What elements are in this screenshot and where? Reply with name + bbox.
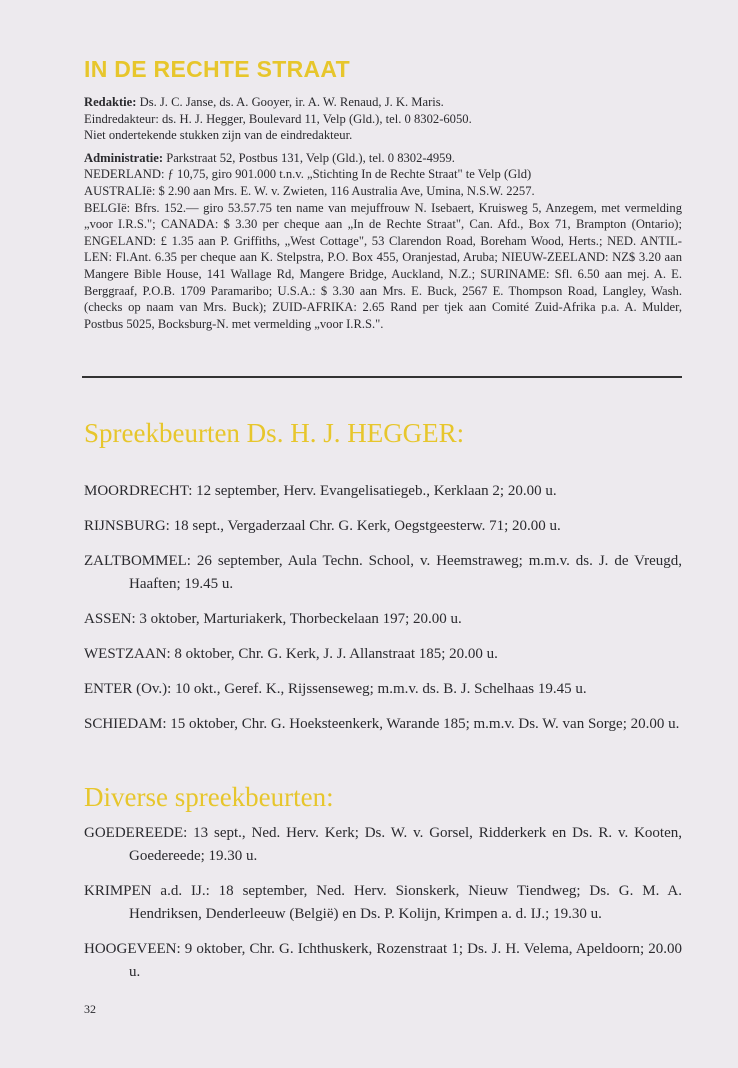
subscription-details: BELGIë: Bfrs. 152.— giro 53.57.75 ten name van mejuffrouw N. Isebaert, Kruisweg 5, Anzegem, met vermelding „voor I.R.S."; CANADA: $ 3.30 per cheque aan „In de Rechte Straat", Can. Afd., Box 71, Brampton (Ontario); ENGELAND: £ 1.35 aan P. Griffiths, „West Cottage", 53 Clarendon Road, Boreham Wood, Herts.; NED. ANTIL-LEN: Fl.Ant. 6.35 per cheque aan K. Stelpstra, P.O. Box 455, Oranjestad, Aruba; NIEUW-ZEELAND: NZ$ 3.20 aan Mangere Bible House, 141 Wallage Rd, Mangere Bridge, Auckland, N.Z.; SURINAME: Sfl. 6.50 aan mej. A. E. Berggraaf, P.O.B. 1709 Paramaribo; U.S.A.: $ 3.30 aan Mrs. E. Buck, 2567 E. Thompson Road, Langley, Wash. (checks op naam van Mrs. Buck); ZUID-AFRIKA: 2.65 Rand per tjek aan Comité Zuid-Afrika p.a. A. Mulder, Postbus 5025, Bocksburg-N. met vermelding „voor I.R.S.". [84, 200, 682, 331]
list-item: ZALTBOMMEL: 26 september, Aula Techn. School, v. Heemstraweg; m.m.v. ds. J. de Vreugd, Haaften; 19.45 u. [84, 553, 682, 592]
divider [82, 376, 682, 378]
list-item: ENTER (Ov.): 10 okt., Geref. K., Rijssenseweg; m.m.v. ds. B. J. Schelhaas 19.45 u. [84, 681, 587, 697]
list-item: HOOGEVEEN: 9 oktober, Chr. G. Ichthuskerk, Rozenstraat 1; Ds. J. H. Velema, Apeldoorn; 20.00 u. [84, 941, 682, 980]
admin-text: Parkstraat 52, Postbus 131, Velp (Gld.), tel. 0 8302-4959. [163, 150, 455, 165]
redaktie-text: Ds. J. C. Janse, ds. A. Gooyer, ir. A. W. Renaud, J. K. Maris. [136, 95, 444, 109]
eindredakteur: Eindredakteur: ds. H. J. Hegger, Boulevard 11, Velp (Gld.), tel. 0 8302-6050. [84, 111, 472, 126]
admin-label: Administratie: [84, 150, 164, 165]
list-item: MOORDRECHT: 12 september, Herv. Evangelisatiegeb., Kerklaan 2; 20.00 u. [84, 483, 557, 499]
list-item: SCHIEDAM: 15 oktober, Chr. G. Hoeksteenkerk, Warande 185; m.m.v. Ds. W. van Sorge; 20.00 u. [84, 716, 680, 732]
masthead [84, 94, 682, 338]
section-heading-diverse: Diverse spreekbeurten: [84, 782, 334, 812]
page-number: 32 [84, 1002, 96, 1016]
list-item: RIJNSBURG: 18 sept., Vergaderzaal Chr. G. Kerk, Oegstgeesterw. 71; 20.00 u. [84, 518, 561, 534]
diverse-list [84, 822, 682, 996]
section-heading-hegger: Spreekbeurten Ds. H. J. HEGGER: [84, 418, 465, 448]
redaktie-label: Redaktie: [84, 95, 137, 109]
list-item: KRIMPEN a.d. IJ.: 18 september, Ned. Herv. Sionskerk, Nieuw Tiendweg; Ds. G. M. A. Hendriksen, Denderleeuw (België) en Ds. P. Kolijn, Krimpen a. d. IJ.; 19.30 u. [84, 883, 682, 922]
hegger-list [84, 480, 682, 748]
list-item: WESTZAAN: 8 oktober, Chr. G. Kerk, J. J. Allanstraat 185; 20.00 u. [84, 646, 498, 662]
list-item: ASSEN: 3 oktober, Marturiakerk, Thorbeckelaan 197; 20.00 u. [84, 611, 462, 627]
nederland: NEDERLAND: ƒ 10,75, giro 901.000 t.n.v. „Stichting In de Rechte Straat" te Velp (Gld) [84, 167, 532, 182]
australie: AUSTRALIë: $ 2.90 aan Mrs. E. W. v. Zwieten, 116 Australia Ave, Umina, N.S.W. 2257. [84, 183, 535, 198]
disclaimer: Niet ondertekende stukken zijn van de eindredakteur. [84, 128, 353, 143]
list-item: GOEDEREEDE: 13 sept., Ned. Herv. Kerk; Ds. W. v. Gorsel, Ridderkerk en Ds. R. v. Kooten, Goedereede; 19.30 u. [84, 825, 682, 864]
magazine-title: IN DE RECHTE STRAAT [84, 56, 350, 82]
